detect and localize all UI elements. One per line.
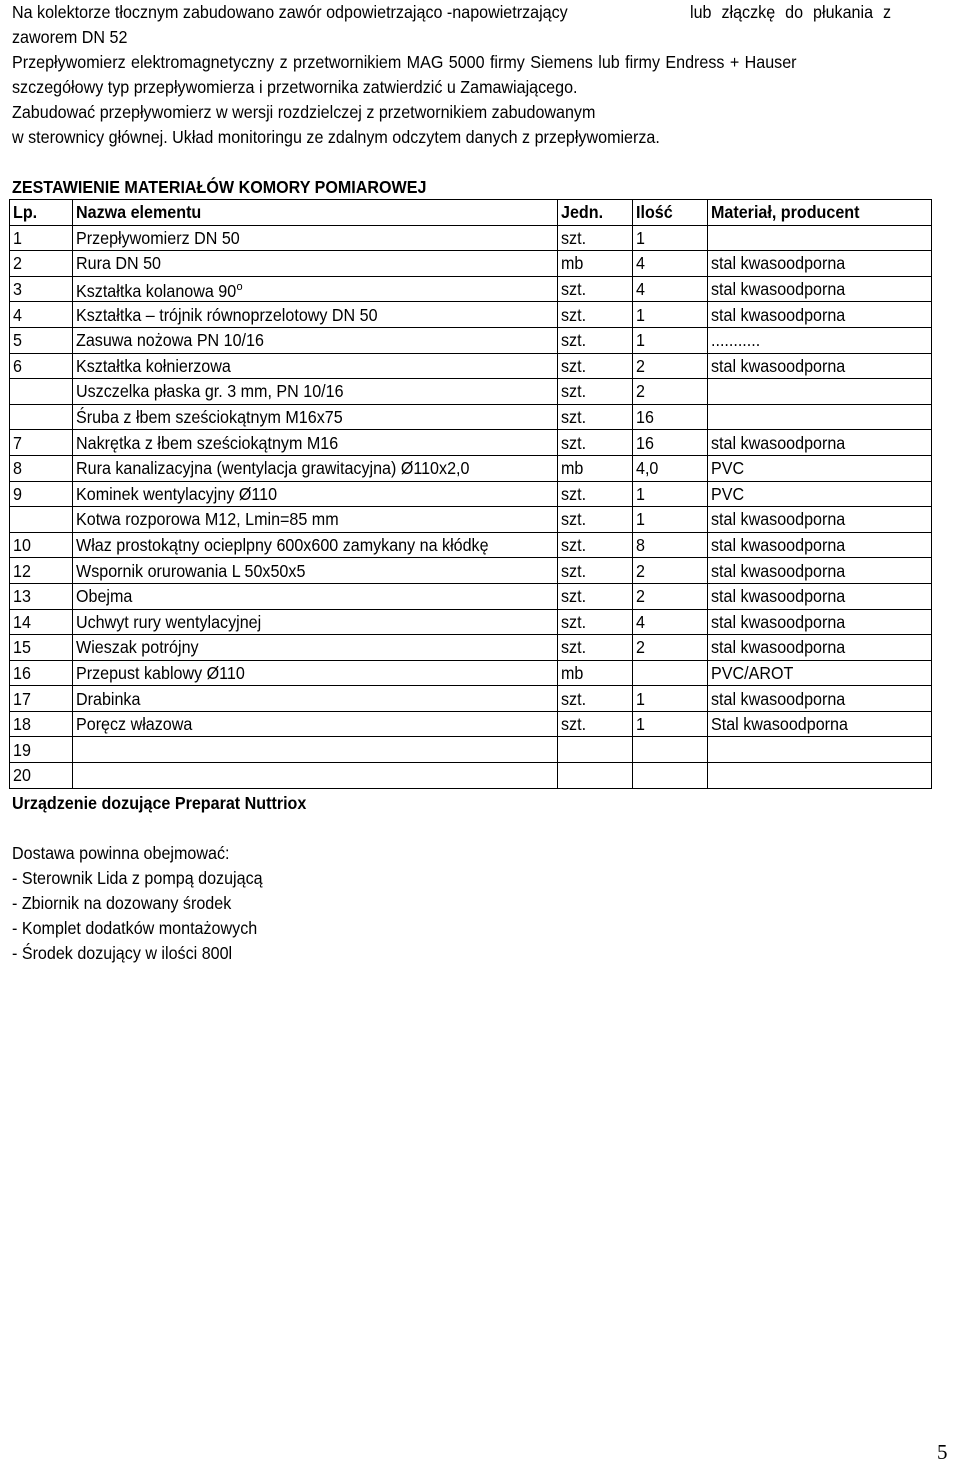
cell-unit: szt. [558, 404, 633, 430]
cell-name: Kotwa rozporowa M12, Lmin=85 mm [73, 507, 558, 533]
cell-lp: 12 [10, 558, 73, 584]
cell-unit: szt. [558, 379, 633, 405]
cell-name: Nakrętka z łbem sześciokątnym M16 [73, 430, 558, 456]
cell-name: Uszczelka płaska gr. 3 mm, PN 10/16 [73, 379, 558, 405]
cell-qty: 1 [633, 225, 707, 251]
cell-lp: 20 [10, 763, 73, 789]
cell-name: Przepust kablowy Ø110 [73, 660, 558, 686]
cell-qty [633, 737, 707, 763]
table-row [10, 686, 932, 712]
cell-material: PVC [707, 455, 931, 481]
cell-qty: 1 [633, 327, 707, 353]
cell-lp: 8 [10, 455, 73, 481]
cell-qty: 1 [633, 686, 707, 712]
cell-qty: 4 [633, 276, 707, 302]
section-heading: ZESTAWIENIE MATERIAŁÓW KOMORY POMIAROWEJ [12, 177, 427, 197]
cell-material [707, 225, 931, 251]
table-row [10, 302, 932, 328]
cell-material: stal kwasoodporna [707, 583, 931, 609]
delivery-item: - Sterownik Lida z pompą dozującą [12, 868, 263, 888]
cell-unit: szt. [558, 711, 633, 737]
cell-lp: 5 [10, 327, 73, 353]
table-row [10, 455, 932, 481]
intro-line-1-b: lub złączkę do płukania z [690, 2, 892, 22]
cell-unit: szt. [558, 532, 633, 558]
intro-line-3: Przepływomierz elektromagnetyczny z przetwornikiem MAG 5000 firmy Siemens lub firmy Endress + Hauser [12, 52, 797, 72]
cell-qty [633, 660, 707, 686]
cell-unit: szt. [558, 276, 633, 302]
table-row [10, 609, 932, 635]
table-row [10, 711, 932, 737]
cell-unit [558, 737, 633, 763]
cell-name [73, 763, 558, 789]
cell-name: Kształtka kolanowa 90$^o$ [73, 276, 558, 302]
intro-line-4: szczegółowy typ przepływomierza i przetwornika zatwierdzić u Zamawiającego. [12, 77, 578, 97]
cell-qty: 2 [633, 635, 707, 661]
cell-material: stal kwasoodporna [707, 507, 931, 533]
cell-unit: szt. [558, 686, 633, 712]
cell-lp: 4 [10, 302, 73, 328]
intro-line-2: zaworem DN 52 [12, 27, 128, 47]
table-row [10, 225, 932, 251]
cell-unit: szt. [558, 558, 633, 584]
table-header-row [10, 200, 932, 226]
cell-material: stal kwasoodporna [707, 532, 931, 558]
cell-unit: szt. [558, 481, 633, 507]
dosing-title: Urządzenie dozujące Preparat Nuttriox [12, 793, 307, 813]
cell-lp: 6 [10, 353, 73, 379]
delivery-intro: Dostawa powinna obejmować: [12, 843, 230, 863]
cell-name: Wieszak potrójny [73, 635, 558, 661]
cell-qty: 4 [633, 609, 707, 635]
header-lp: Lp. [10, 200, 73, 226]
table-row [10, 635, 932, 661]
table-row [10, 660, 932, 686]
table-row [10, 737, 932, 763]
cell-unit: szt. [558, 609, 633, 635]
header-material: Materiał, producent [707, 200, 931, 226]
cell-unit: mb [558, 455, 633, 481]
header-qty: Ilość [633, 200, 707, 226]
cell-material [707, 404, 931, 430]
intro-line-5: Zabudować przepływomierz w wersji rozdzielczej z przetwornikiem zabudowanym [12, 102, 596, 122]
cell-qty [633, 763, 707, 789]
cell-qty: 2 [633, 353, 707, 379]
table-row [10, 583, 932, 609]
cell-lp: 18 [10, 711, 73, 737]
cell-material: stal kwasoodporna [707, 558, 931, 584]
cell-lp: 16 [10, 660, 73, 686]
cell-lp: 19 [10, 737, 73, 763]
cell-lp: 17 [10, 686, 73, 712]
cell-name: Drabinka [73, 686, 558, 712]
cell-qty: 2 [633, 379, 707, 405]
cell-material: stal kwasoodporna [707, 609, 931, 635]
table-row [10, 558, 932, 584]
cell-qty: 1 [633, 711, 707, 737]
cell-lp: 2 [10, 251, 73, 277]
cell-unit: szt. [558, 507, 633, 533]
cell-qty: 4,0 [633, 455, 707, 481]
cell-unit: szt. [558, 353, 633, 379]
cell-material: ........... [707, 327, 931, 353]
cell-lp: 1 [10, 225, 73, 251]
cell-material: Stal kwasoodporna [707, 711, 931, 737]
degree-superscript: o [236, 281, 243, 294]
cell-lp: 15 [10, 635, 73, 661]
cell-lp: 3 [10, 276, 73, 302]
table-row [10, 327, 932, 353]
cell-material [707, 379, 931, 405]
table-row [10, 353, 932, 379]
cell-qty: 16 [633, 430, 707, 456]
cell-qty: 1 [633, 507, 707, 533]
cell-qty: 4 [633, 251, 707, 277]
intro-line-6: w sterownicy głównej. Układ monitoringu ze zdalnym odczytem danych z przepływomierza. [12, 127, 660, 147]
cell-lp [10, 507, 73, 533]
cell-name: Kształtka kołnierzowa [73, 353, 558, 379]
cell-material: stal kwasoodporna [707, 430, 931, 456]
cell-name: Poręcz włazowa [73, 711, 558, 737]
cell-lp: 14 [10, 609, 73, 635]
cell-material: PVC/AROT [707, 660, 931, 686]
cell-unit: szt. [558, 430, 633, 456]
cell-material: PVC [707, 481, 931, 507]
cell-lp: 10 [10, 532, 73, 558]
cell-unit: szt. [558, 302, 633, 328]
table-row [10, 276, 932, 302]
header-name: Nazwa elementu [73, 200, 558, 226]
cell-name: Kominek wentylacyjny Ø110 [73, 481, 558, 507]
cell-name: Obejma [73, 583, 558, 609]
table-row [10, 481, 932, 507]
cell-unit [558, 763, 633, 789]
header-unit: Jedn. [558, 200, 633, 226]
cell-qty: 8 [633, 532, 707, 558]
cell-name: Wspornik orurowania L 50x50x5 [73, 558, 558, 584]
cell-lp: 7 [10, 430, 73, 456]
table-row [10, 763, 932, 789]
cell-material [707, 763, 931, 789]
cell-name: Właz prostokątny ocieplpny 600x600 zamykany na kłódkę [73, 532, 558, 558]
cell-qty: 2 [633, 583, 707, 609]
cell-unit: mb [558, 660, 633, 686]
cell-material: stal kwasoodporna [707, 276, 931, 302]
cell-name [73, 737, 558, 763]
cell-qty: 16 [633, 404, 707, 430]
cell-name: Kształtka – trójnik równoprzelotowy DN 50 [73, 302, 558, 328]
table-row [10, 507, 932, 533]
delivery-item: - Środek dozujący w ilości 800l [12, 943, 233, 963]
cell-name: Rura kanalizacyjna (wentylacja grawitacyjna) Ø110x2,0 [73, 455, 558, 481]
cell-material: stal kwasoodporna [707, 635, 931, 661]
table-row [10, 251, 932, 277]
cell-lp: 9 [10, 481, 73, 507]
cell-name: Przepływomierz DN 50 [73, 225, 558, 251]
cell-material [707, 737, 931, 763]
cell-name: Rura DN 50 [73, 251, 558, 277]
cell-lp [10, 379, 73, 405]
cell-material: stal kwasoodporna [707, 251, 931, 277]
cell-unit: szt. [558, 225, 633, 251]
intro-line-1-b-wrap [690, 0, 891, 25]
intro-line-1-a: Na kolektorze tłocznym zabudowano zawór odpowietrzająco -napowietrzający [12, 2, 568, 22]
cell-unit: szt. [558, 635, 633, 661]
cell-lp [10, 404, 73, 430]
cell-material: stal kwasoodporna [707, 353, 931, 379]
cell-unit: szt. [558, 583, 633, 609]
cell-material: stal kwasoodporna [707, 302, 931, 328]
page-number: 5 [937, 1440, 948, 1464]
cell-name: Uchwyt rury wentylacyjnej [73, 609, 558, 635]
cell-name: Zasuwa nożowa PN 10/16 [73, 327, 558, 353]
table-row [10, 379, 932, 405]
table-row [10, 404, 932, 430]
cell-qty: 2 [633, 558, 707, 584]
table-row [10, 532, 932, 558]
table-row [10, 430, 932, 456]
cell-name: Śruba z łbem sześciokątnym M16x75 [73, 404, 558, 430]
cell-unit: mb [558, 251, 633, 277]
cell-unit: szt. [558, 327, 633, 353]
delivery-item: - Zbiornik na dozowany środek [12, 893, 232, 913]
cell-qty: 1 [633, 481, 707, 507]
materials-table [9, 199, 932, 789]
delivery-list [12, 841, 284, 966]
cell-material: stal kwasoodporna [707, 686, 931, 712]
cell-qty: 1 [633, 302, 707, 328]
cell-lp: 13 [10, 583, 73, 609]
delivery-item: - Komplet dodatków montażowych [12, 918, 258, 938]
